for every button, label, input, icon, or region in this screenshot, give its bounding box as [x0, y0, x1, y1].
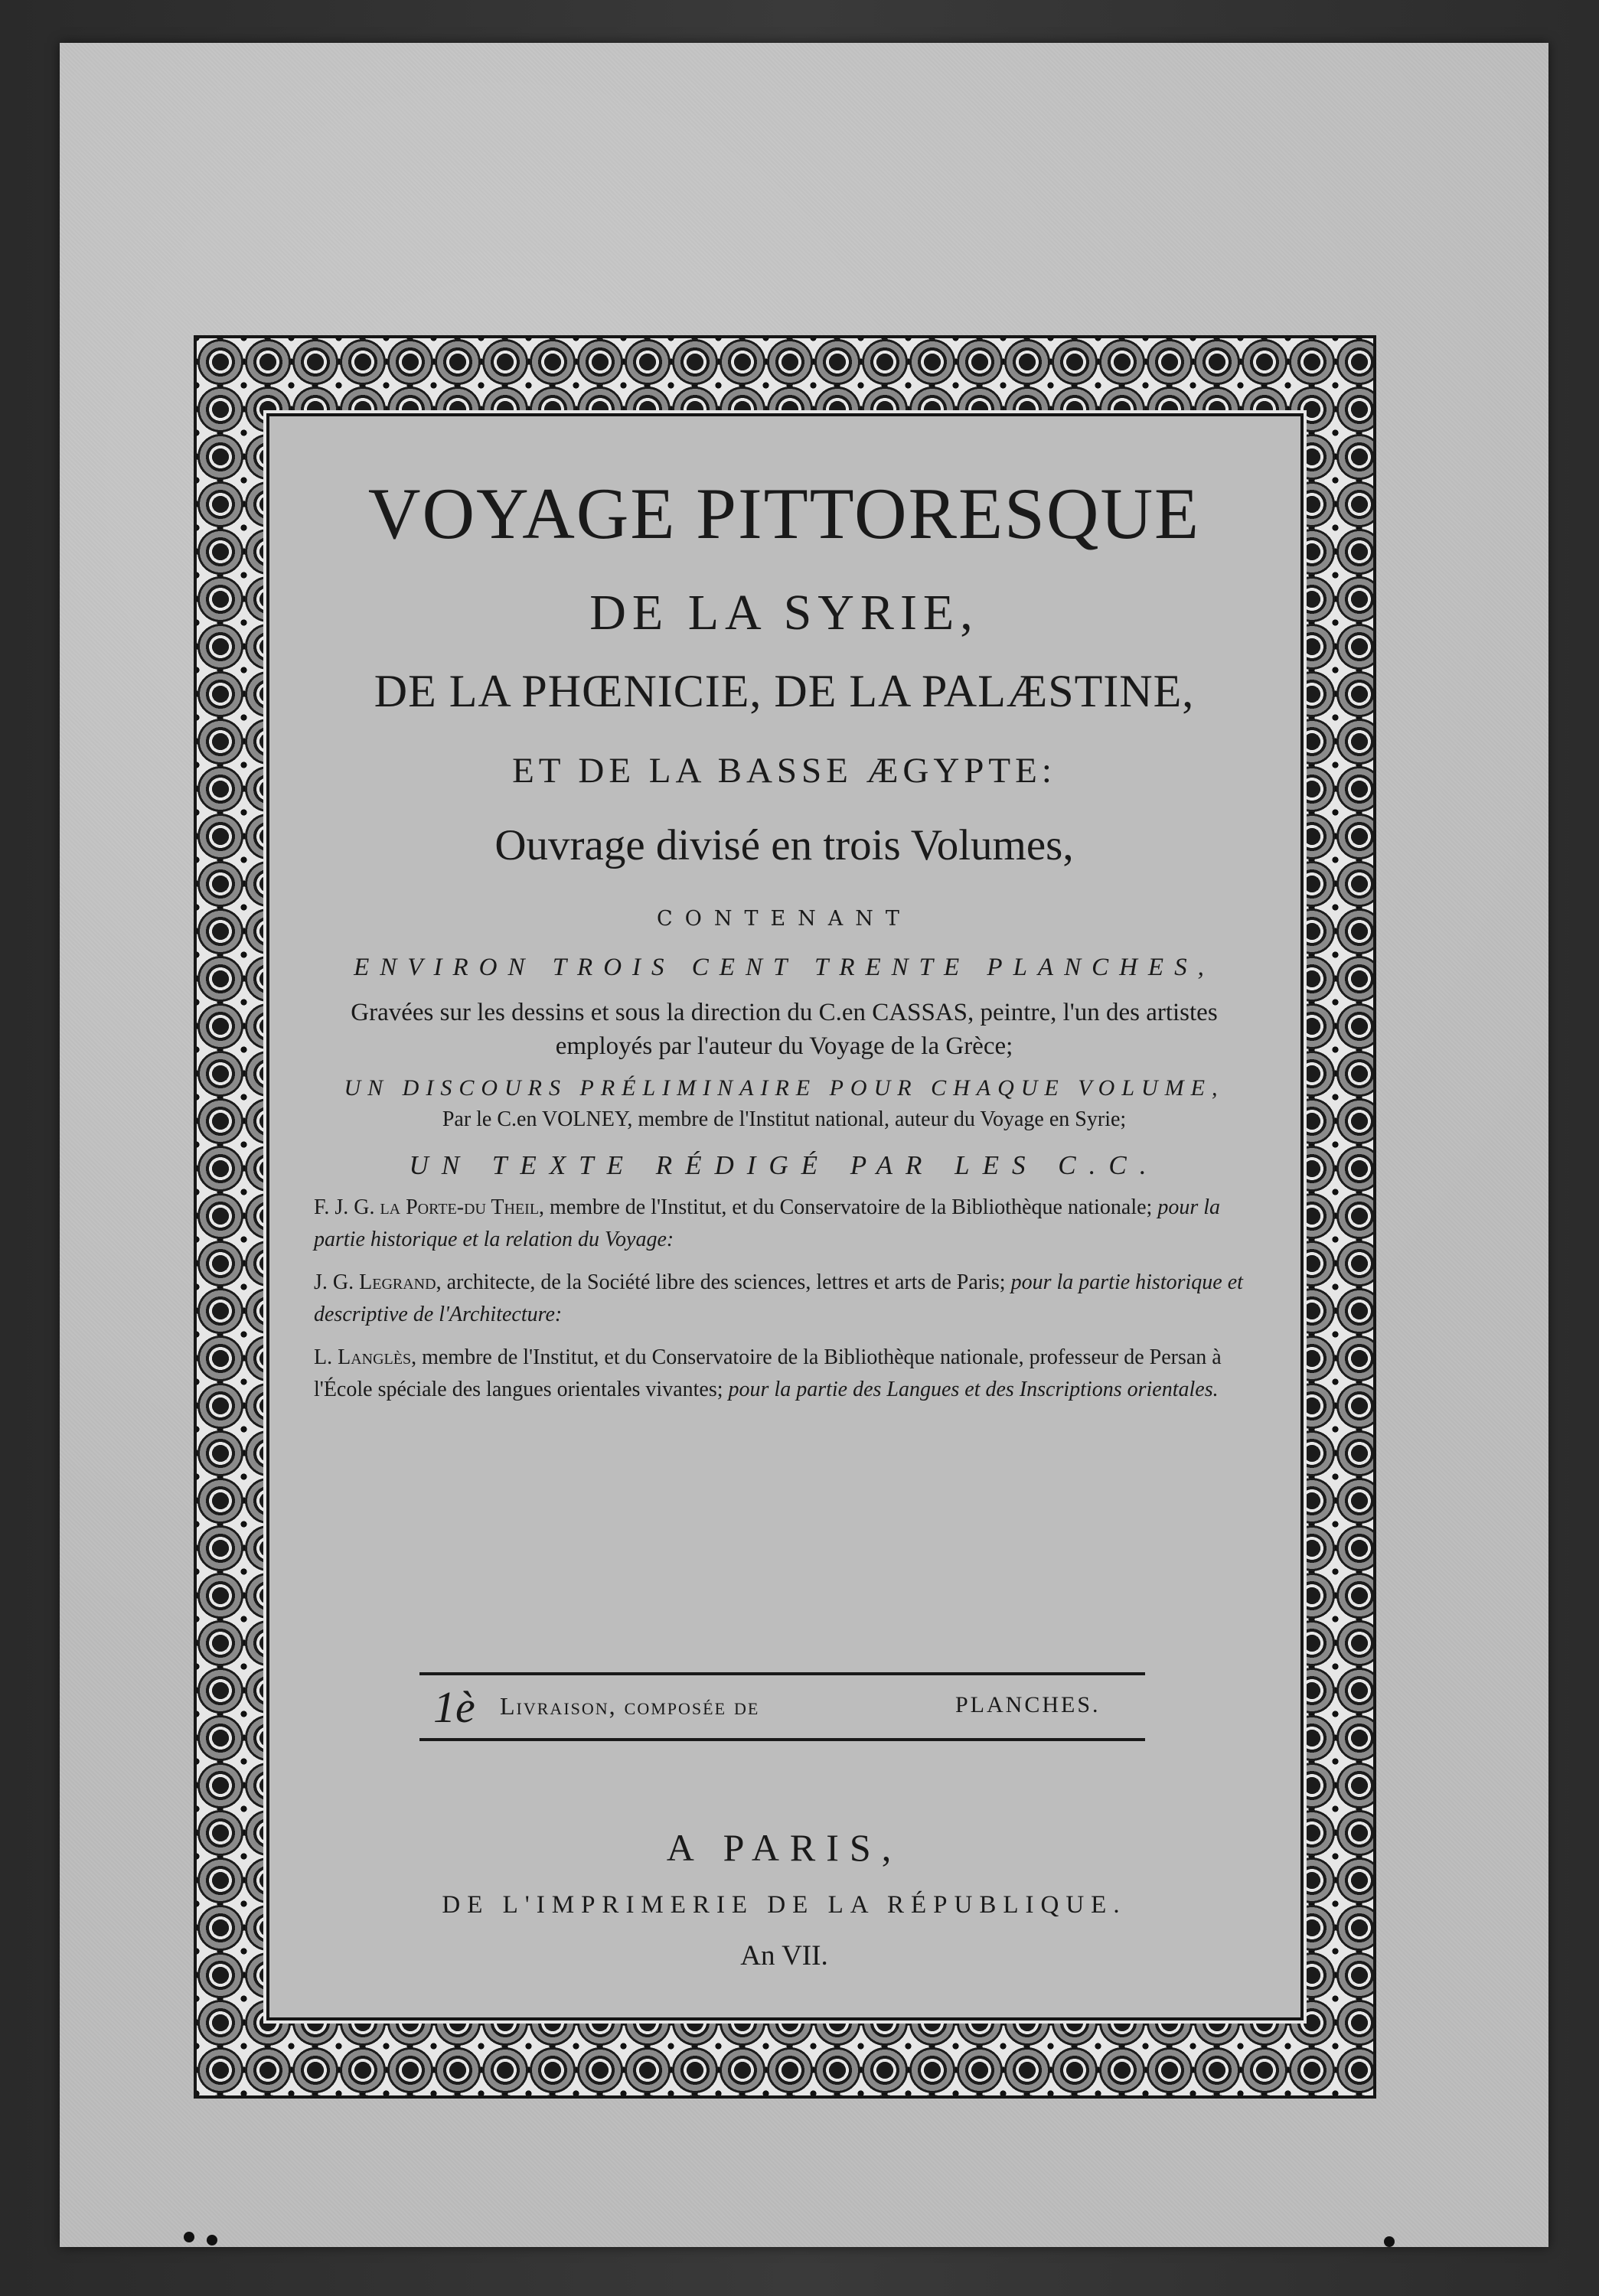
author-description: , architecte, de la Société libre des sciences, lettres et arts de Paris; [436, 1270, 1011, 1294]
subtitle-egypte: ET DE LA BASSE ÆGYPTE: [512, 751, 1056, 791]
author-name: J. G. Legrand [314, 1270, 436, 1294]
discours-line: UN DISCOURS PRÉLIMINAIRE POUR CHAQUE VOLUME, [344, 1075, 1225, 1101]
planches-count-line: ENVIRON TROIS CENT TRENTE PLANCHES, [354, 954, 1215, 981]
title-page-content [277, 452, 1291, 1406]
main-title: VOYAGE PITTORESQUE [367, 473, 1201, 554]
author-paragraph-langles [314, 1342, 1273, 1406]
pin-marker [1384, 2236, 1395, 2247]
livraison-handwritten-number: 1è [433, 1682, 475, 1732]
pin-marker [184, 2232, 194, 2242]
subtitle-phoenicie: DE LA PHŒNICIE, DE LA PALÆSTINE, [374, 666, 1195, 716]
livraison-label: Livraison, composée de [500, 1692, 760, 1720]
author-role: pour la partie des Langues et des Inscriptions orientales. [728, 1378, 1219, 1401]
volumes-line: Ouvrage divisé en trois Volumes, [494, 821, 1074, 869]
author-role: pour la partie historique et descriptive de l'Architecture: [314, 1270, 1243, 1326]
author-name: F. J. G. la Porte-du Theil [314, 1195, 540, 1219]
livraison-box [419, 1672, 1145, 1741]
imprint-year: An VII. [740, 1940, 828, 1971]
pin-marker [207, 2235, 217, 2245]
gravees-paragraph: Gravées sur les dessins et sous la direction du C.en CASSAS, peintre, l'un des artistes employés par l'auteur du Voyage de la Grèce; [351, 999, 1218, 1060]
livraison-planches-label: PLANCHES. [955, 1692, 1101, 1717]
texte-line: UN TEXTE RÉDIGÉ PAR LES C.C. [409, 1150, 1160, 1180]
volney-line: Par le C.en VOLNEY, membre de l'Institut national, auteur du Voyage en Syrie; [442, 1107, 1127, 1131]
author-name: L. Langlès [314, 1345, 412, 1369]
contenant-label: CONTENANT [657, 907, 912, 931]
author-paragraph-legrand [314, 1267, 1273, 1331]
author-description: , membre de l'Institut, et du Conservatoire de la Bibliothèque nationale, professeur de Persan à l'École spéciale des langues orientales vivantes; [314, 1345, 1222, 1401]
imprint-city: A PARIS, [666, 1826, 902, 1869]
author-role: pour la partie historique et la relation du Voyage: [314, 1195, 1221, 1251]
author-description: , membre de l'Institut, et du Conservatoire de la Bibliothèque nationale; [539, 1195, 1158, 1219]
imprint-block [277, 1825, 1291, 1972]
author-paragraph-la-porte [314, 1192, 1273, 1256]
imprint-printer: DE L'IMPRIMERIE DE LA RÉPUBLIQUE. [442, 1891, 1127, 1919]
subtitle-syrie: DE LA SYRIE, [589, 585, 979, 641]
